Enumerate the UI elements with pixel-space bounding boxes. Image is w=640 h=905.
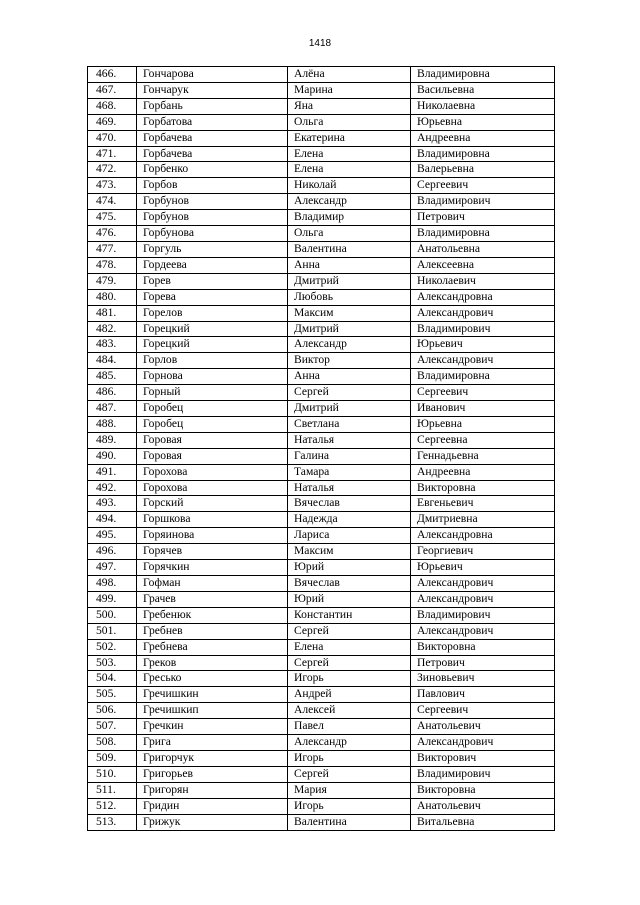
table-row <box>88 464 555 480</box>
table-row <box>88 639 555 655</box>
patronymic-cell: Александровна <box>411 528 555 544</box>
table-row <box>88 305 555 321</box>
first-name-cell: Дмитрий <box>288 401 411 417</box>
names-table-body <box>88 67 555 831</box>
table-row <box>88 257 555 273</box>
patronymic-cell: Владимирович <box>411 766 555 782</box>
table-row <box>88 130 555 146</box>
row-number: 505. <box>88 687 137 703</box>
patronymic-cell: Алексеевна <box>411 257 555 273</box>
first-name-cell: Александр <box>288 735 411 751</box>
row-number: 489. <box>88 432 137 448</box>
first-name-cell: Игорь <box>288 798 411 814</box>
surname-cell: Григорьев <box>137 766 288 782</box>
surname-cell: Горецкий <box>137 337 288 353</box>
row-number: 495. <box>88 528 137 544</box>
first-name-cell: Игорь <box>288 750 411 766</box>
table-row <box>88 814 555 830</box>
table-row <box>88 766 555 782</box>
patronymic-cell: Александрович <box>411 353 555 369</box>
patronymic-cell: Андреевна <box>411 130 555 146</box>
row-number: 500. <box>88 607 137 623</box>
first-name-cell: Максим <box>288 305 411 321</box>
first-name-cell: Дмитрий <box>288 321 411 337</box>
table-row <box>88 671 555 687</box>
row-number: 472. <box>88 162 137 178</box>
row-number: 481. <box>88 305 137 321</box>
patronymic-cell: Владимирович <box>411 321 555 337</box>
row-number: 501. <box>88 623 137 639</box>
first-name-cell: Сергей <box>288 766 411 782</box>
row-number: 510. <box>88 766 137 782</box>
surname-cell: Гречкин <box>137 719 288 735</box>
first-name-cell: Владимир <box>288 210 411 226</box>
row-number: 499. <box>88 591 137 607</box>
first-name-cell: Александр <box>288 337 411 353</box>
patronymic-cell: Витальевна <box>411 814 555 830</box>
table-row <box>88 416 555 432</box>
row-number: 490. <box>88 448 137 464</box>
first-name-cell: Константин <box>288 607 411 623</box>
patronymic-cell: Павлович <box>411 687 555 703</box>
surname-cell: Горобец <box>137 401 288 417</box>
row-number: 478. <box>88 257 137 273</box>
surname-cell: Григорян <box>137 782 288 798</box>
table-row <box>88 210 555 226</box>
surname-cell: Горохова <box>137 464 288 480</box>
surname-cell: Гончарук <box>137 82 288 98</box>
surname-cell: Гордеева <box>137 257 288 273</box>
table-row <box>88 576 555 592</box>
row-number: 503. <box>88 655 137 671</box>
patronymic-cell: Викторовна <box>411 480 555 496</box>
row-number: 513. <box>88 814 137 830</box>
row-number: 475. <box>88 210 137 226</box>
patronymic-cell: Юрьевич <box>411 560 555 576</box>
patronymic-cell: Викторовна <box>411 639 555 655</box>
row-number: 494. <box>88 512 137 528</box>
patronymic-cell: Сергеевич <box>411 385 555 401</box>
table-row <box>88 782 555 798</box>
first-name-cell: Максим <box>288 544 411 560</box>
row-number: 466. <box>88 67 137 83</box>
first-name-cell: Надежда <box>288 512 411 528</box>
patronymic-cell: Андреевна <box>411 464 555 480</box>
table-row <box>88 512 555 528</box>
patronymic-cell: Александрович <box>411 576 555 592</box>
table-row <box>88 337 555 353</box>
row-number: 474. <box>88 194 137 210</box>
first-name-cell: Игорь <box>288 671 411 687</box>
patronymic-cell: Николаевна <box>411 98 555 114</box>
surname-cell: Горный <box>137 385 288 401</box>
patronymic-cell: Юрьевич <box>411 337 555 353</box>
row-number: 507. <box>88 719 137 735</box>
table-row <box>88 544 555 560</box>
first-name-cell: Елена <box>288 639 411 655</box>
surname-cell: Горнова <box>137 369 288 385</box>
row-number: 469. <box>88 114 137 130</box>
surname-cell: Горгуль <box>137 241 288 257</box>
table-row <box>88 114 555 130</box>
surname-cell: Грига <box>137 735 288 751</box>
first-name-cell: Екатерина <box>288 130 411 146</box>
patronymic-cell: Александрович <box>411 735 555 751</box>
table-row <box>88 369 555 385</box>
row-number: 477. <box>88 241 137 257</box>
first-name-cell: Марина <box>288 82 411 98</box>
patronymic-cell: Анатольевич <box>411 719 555 735</box>
table-row <box>88 798 555 814</box>
first-name-cell: Галина <box>288 448 411 464</box>
surname-cell: Горский <box>137 496 288 512</box>
surname-cell: Горлов <box>137 353 288 369</box>
first-name-cell: Ольга <box>288 114 411 130</box>
first-name-cell: Александр <box>288 194 411 210</box>
surname-cell: Горбатова <box>137 114 288 130</box>
surname-cell: Гридин <box>137 798 288 814</box>
patronymic-cell: Викторович <box>411 750 555 766</box>
first-name-cell: Алексей <box>288 703 411 719</box>
first-name-cell: Юрий <box>288 591 411 607</box>
patronymic-cell: Валерьевна <box>411 162 555 178</box>
row-number: 487. <box>88 401 137 417</box>
surname-cell: Горбунова <box>137 226 288 242</box>
row-number: 508. <box>88 735 137 751</box>
first-name-cell: Вячеслав <box>288 576 411 592</box>
surname-cell: Гречишкин <box>137 687 288 703</box>
first-name-cell: Анна <box>288 257 411 273</box>
row-number: 468. <box>88 98 137 114</box>
surname-cell: Гребнева <box>137 639 288 655</box>
surname-cell: Гребнев <box>137 623 288 639</box>
table-row <box>88 480 555 496</box>
patronymic-cell: Петрович <box>411 655 555 671</box>
surname-cell: Горбунов <box>137 194 288 210</box>
first-name-cell: Мария <box>288 782 411 798</box>
patronymic-cell: Зиновьевич <box>411 671 555 687</box>
row-number: 485. <box>88 369 137 385</box>
first-name-cell: Андрей <box>288 687 411 703</box>
patronymic-cell: Николаевич <box>411 273 555 289</box>
patronymic-cell: Викторовна <box>411 782 555 798</box>
row-number: 497. <box>88 560 137 576</box>
patronymic-cell: Александровна <box>411 289 555 305</box>
first-name-cell: Юрий <box>288 560 411 576</box>
table-row <box>88 67 555 83</box>
surname-cell: Гречишкип <box>137 703 288 719</box>
patronymic-cell: Юрьевна <box>411 416 555 432</box>
row-number: 498. <box>88 576 137 592</box>
surname-cell: Горецкий <box>137 321 288 337</box>
surname-cell: Горячев <box>137 544 288 560</box>
patronymic-cell: Геннадьевна <box>411 448 555 464</box>
table-row <box>88 735 555 751</box>
table-row <box>88 82 555 98</box>
table-row <box>88 750 555 766</box>
first-name-cell: Сергей <box>288 623 411 639</box>
row-number: 491. <box>88 464 137 480</box>
first-name-cell: Елена <box>288 146 411 162</box>
row-number: 470. <box>88 130 137 146</box>
page-number: 1418 <box>308 38 332 49</box>
first-name-cell: Яна <box>288 98 411 114</box>
table-row <box>88 401 555 417</box>
first-name-cell: Валентина <box>288 241 411 257</box>
table-row <box>88 560 555 576</box>
surname-cell: Горбунов <box>137 210 288 226</box>
first-name-cell: Валентина <box>288 814 411 830</box>
row-number: 467. <box>88 82 137 98</box>
first-name-cell: Тамара <box>288 464 411 480</box>
surname-cell: Грачев <box>137 591 288 607</box>
table-row <box>88 703 555 719</box>
first-name-cell: Наталья <box>288 432 411 448</box>
table-row <box>88 623 555 639</box>
patronymic-cell: Владимировна <box>411 226 555 242</box>
row-number: 484. <box>88 353 137 369</box>
names-table <box>87 66 555 831</box>
first-name-cell: Николай <box>288 178 411 194</box>
row-number: 488. <box>88 416 137 432</box>
table-row <box>88 496 555 512</box>
surname-cell: Горовая <box>137 432 288 448</box>
first-name-cell: Анна <box>288 369 411 385</box>
patronymic-cell: Анатольевна <box>411 241 555 257</box>
first-name-cell: Сергей <box>288 385 411 401</box>
row-number: 483. <box>88 337 137 353</box>
row-number: 473. <box>88 178 137 194</box>
surname-cell: Горовая <box>137 448 288 464</box>
table-row <box>88 432 555 448</box>
patronymic-cell: Петрович <box>411 210 555 226</box>
first-name-cell: Виктор <box>288 353 411 369</box>
patronymic-cell: Сергеевич <box>411 178 555 194</box>
patronymic-cell: Александрович <box>411 623 555 639</box>
table-row <box>88 162 555 178</box>
table-row <box>88 194 555 210</box>
patronymic-cell: Васильевна <box>411 82 555 98</box>
surname-cell: Грижук <box>137 814 288 830</box>
surname-cell: Горяинова <box>137 528 288 544</box>
table-row <box>88 385 555 401</box>
first-name-cell: Вячеслав <box>288 496 411 512</box>
surname-cell: Гребенюк <box>137 607 288 623</box>
table-row <box>88 591 555 607</box>
table-row <box>88 98 555 114</box>
table-row <box>88 146 555 162</box>
surname-cell: Горелов <box>137 305 288 321</box>
patronymic-cell: Юрьевна <box>411 114 555 130</box>
surname-cell: Горбенко <box>137 162 288 178</box>
surname-cell: Горбов <box>137 178 288 194</box>
patronymic-cell: Сергеевич <box>411 703 555 719</box>
patronymic-cell: Владимирович <box>411 194 555 210</box>
patronymic-cell: Владимировна <box>411 67 555 83</box>
first-name-cell: Павел <box>288 719 411 735</box>
table-row <box>88 178 555 194</box>
surname-cell: Григорчук <box>137 750 288 766</box>
table-row <box>88 353 555 369</box>
surname-cell: Горбачева <box>137 146 288 162</box>
row-number: 504. <box>88 671 137 687</box>
surname-cell: Гресько <box>137 671 288 687</box>
surname-cell: Гофман <box>137 576 288 592</box>
patronymic-cell: Владимирович <box>411 607 555 623</box>
patronymic-cell: Иванович <box>411 401 555 417</box>
row-number: 480. <box>88 289 137 305</box>
first-name-cell: Ольга <box>288 226 411 242</box>
first-name-cell: Светлана <box>288 416 411 432</box>
row-number: 511. <box>88 782 137 798</box>
table-row <box>88 655 555 671</box>
table-row <box>88 528 555 544</box>
first-name-cell: Наталья <box>288 480 411 496</box>
patronymic-cell: Евгеньевич <box>411 496 555 512</box>
table-row <box>88 273 555 289</box>
row-number: 506. <box>88 703 137 719</box>
patronymic-cell: Александрович <box>411 305 555 321</box>
table-row <box>88 687 555 703</box>
first-name-cell: Алёна <box>288 67 411 83</box>
table-row <box>88 289 555 305</box>
surname-cell: Горячкин <box>137 560 288 576</box>
row-number: 496. <box>88 544 137 560</box>
table-row <box>88 321 555 337</box>
first-name-cell: Любовь <box>288 289 411 305</box>
surname-cell: Горбачева <box>137 130 288 146</box>
row-number: 486. <box>88 385 137 401</box>
row-number: 476. <box>88 226 137 242</box>
row-number: 509. <box>88 750 137 766</box>
first-name-cell: Лариса <box>288 528 411 544</box>
surname-cell: Горбань <box>137 98 288 114</box>
row-number: 493. <box>88 496 137 512</box>
table-row <box>88 607 555 623</box>
patronymic-cell: Сергеевна <box>411 432 555 448</box>
row-number: 479. <box>88 273 137 289</box>
patronymic-cell: Владимировна <box>411 146 555 162</box>
row-number: 512. <box>88 798 137 814</box>
patronymic-cell: Владимировна <box>411 369 555 385</box>
first-name-cell: Елена <box>288 162 411 178</box>
patronymic-cell: Георгиевич <box>411 544 555 560</box>
row-number: 492. <box>88 480 137 496</box>
table-row <box>88 719 555 735</box>
patronymic-cell: Дмитриевна <box>411 512 555 528</box>
row-number: 482. <box>88 321 137 337</box>
table-row <box>88 226 555 242</box>
surname-cell: Горева <box>137 289 288 305</box>
table-row <box>88 448 555 464</box>
surname-cell: Гончарова <box>137 67 288 83</box>
surname-cell: Горобец <box>137 416 288 432</box>
surname-cell: Горшкова <box>137 512 288 528</box>
surname-cell: Греков <box>137 655 288 671</box>
row-number: 471. <box>88 146 137 162</box>
row-number: 502. <box>88 639 137 655</box>
patronymic-cell: Александрович <box>411 591 555 607</box>
surname-cell: Горохова <box>137 480 288 496</box>
first-name-cell: Дмитрий <box>288 273 411 289</box>
table-row <box>88 241 555 257</box>
first-name-cell: Сергей <box>288 655 411 671</box>
patronymic-cell: Анатольевич <box>411 798 555 814</box>
surname-cell: Горев <box>137 273 288 289</box>
